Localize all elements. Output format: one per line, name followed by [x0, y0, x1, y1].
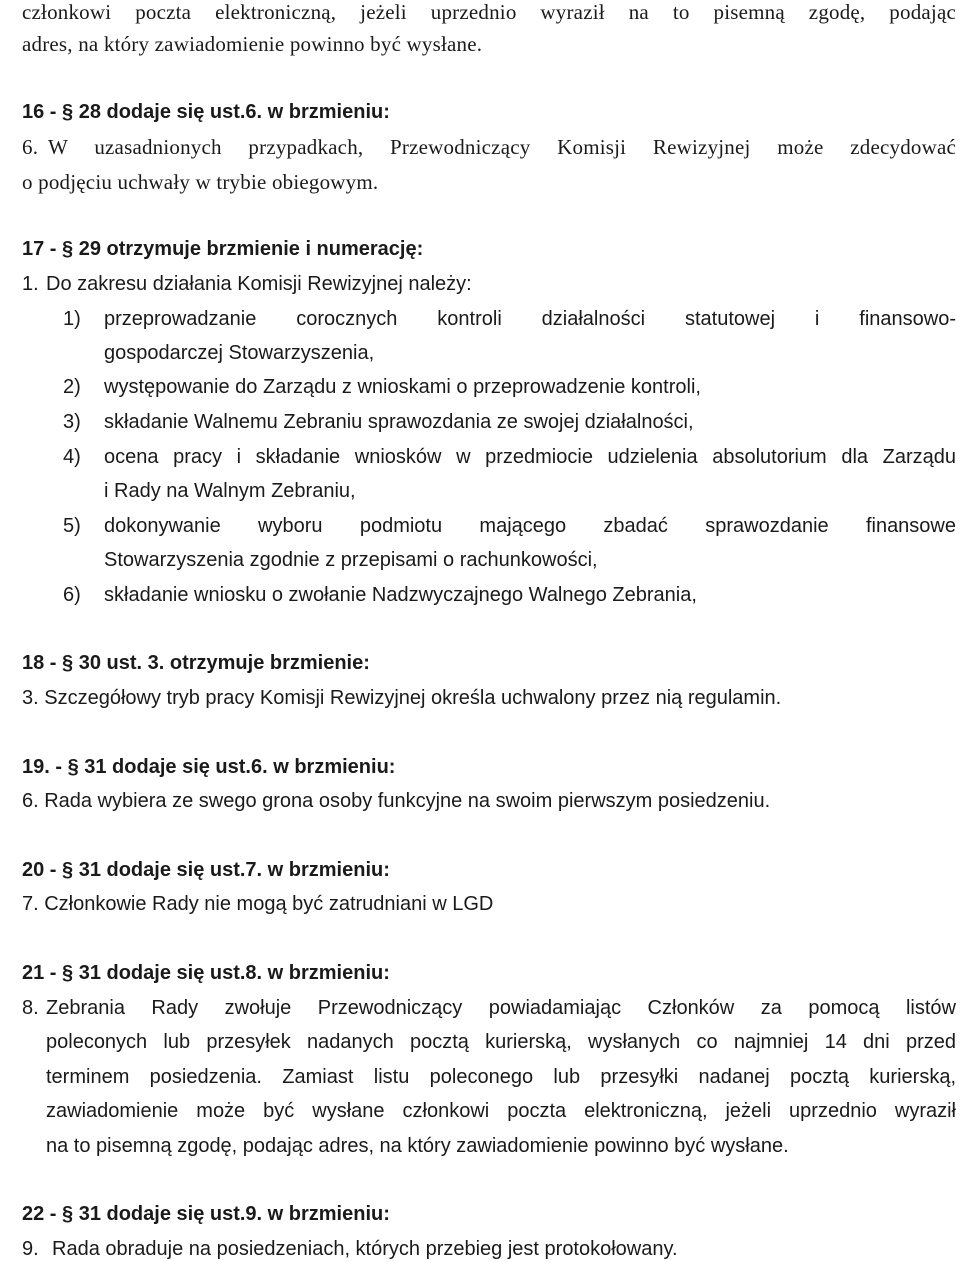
paragraph-line: 6. Rada wybiera ze swego grona osoby funkcyjne na swoim pierwszym posiedzeniu.	[22, 790, 771, 812]
section-heading: 17 - § 29 otrzymuje brzmienie i numerację:	[22, 238, 424, 260]
paragraph-line: Rada obraduje na posiedzeniach, których przebieg jest protokołowany.	[52, 1238, 678, 1260]
item-number: 9.	[22, 1238, 39, 1260]
paragraph-line: adres, na który zawiadomienie powinno być wysłane.	[22, 32, 483, 56]
list-item-number: 3)	[63, 411, 81, 433]
list-item-number: 1)	[63, 308, 81, 330]
list-item-text: Stowarzyszenia zgodnie z przepisami o rachunkowości,	[104, 549, 598, 571]
paragraph-line: o podjęciu uchwały w trybie obiegowym.	[22, 170, 379, 194]
paragraph-line: członkowi poczta elektroniczną, jeżeli uprzednio wyraził na to pisemną zgodę, podając	[22, 0, 956, 24]
section-heading: 20 - § 31 dodaje się ust.7. w brzmieniu:	[22, 859, 390, 881]
paragraph-line: poleconych lub przesyłek nadanych pocztą kurierską, wysłanych co najmniej 14 dni przed	[46, 1031, 956, 1053]
paragraph-line: terminem posiedzenia. Zamiast listu poleconego lub przesyłki nadanej pocztą kurierską,	[46, 1066, 956, 1088]
section-heading: 16 - § 28 dodaje się ust.6. w brzmieniu:	[22, 101, 390, 123]
item-number: 8.	[22, 997, 39, 1019]
section-heading: 18 - § 30 ust. 3. otrzymuje brzmienie:	[22, 652, 370, 674]
section-heading: 22 - § 31 dodaje się ust.9. w brzmieniu:	[22, 1203, 390, 1225]
list-item-number: 5)	[63, 515, 81, 537]
item-number: 6.	[22, 135, 39, 159]
list-item-number: 6)	[63, 584, 81, 606]
list-item-text: występowanie do Zarządu z wnioskami o przeprowadzenie kontroli,	[104, 376, 701, 398]
list-item-text: dokonywanie wyboru podmiotu mającego zbadać sprawozdanie finansowe	[104, 515, 956, 537]
paragraph-line: W uzasadnionych przypadkach, Przewodniczący Komisji Rewizyjnej może zdecydować	[48, 135, 956, 159]
paragraph-line: zawiadomienie może być wysłane członkowi poczta elektroniczną, jeżeli uprzednio wyraził	[46, 1100, 956, 1122]
list-item-text: gospodarczej Stowarzyszenia,	[104, 342, 375, 364]
list-item-text: i Rady na Walnym Zebraniu,	[104, 480, 356, 502]
section-heading: 19. - § 31 dodaje się ust.6. w brzmieniu:	[22, 756, 396, 778]
paragraph-line: 3. Szczegółowy tryb pracy Komisji Rewizyjnej określa uchwalony przez nią regulamin.	[22, 687, 782, 709]
list-item-text: przeprowadzanie corocznych kontroli działalności statutowej i finansowo-	[104, 308, 956, 330]
paragraph-line: Do zakresu działania Komisji Rewizyjnej należy:	[46, 273, 472, 295]
paragraph-line: Zebrania Rady zwołuje Przewodniczący powiadamiając Członków za pomocą listów	[46, 997, 956, 1019]
list-item-number: 2)	[63, 376, 81, 398]
list-item-text: ocena pracy i składanie wniosków w przedmiocie udzielenia absolutorium dla Zarządu	[104, 446, 956, 468]
item-number: 1.	[22, 273, 39, 295]
section-heading: 21 - § 31 dodaje się ust.8. w brzmieniu:	[22, 962, 390, 984]
list-item-text: składanie Walnemu Zebraniu sprawozdania ze swojej działalności,	[104, 411, 694, 433]
list-item-number: 4)	[63, 446, 81, 468]
paragraph-line: 7. Członkowie Rady nie mogą być zatrudniani w LGD	[22, 893, 494, 915]
paragraph-line: na to pisemną zgodę, podając adres, na który zawiadomienie powinno być wysłane.	[46, 1135, 789, 1157]
list-item-text: składanie wniosku o zwołanie Nadzwyczajnego Walnego Zebrania,	[104, 584, 697, 606]
